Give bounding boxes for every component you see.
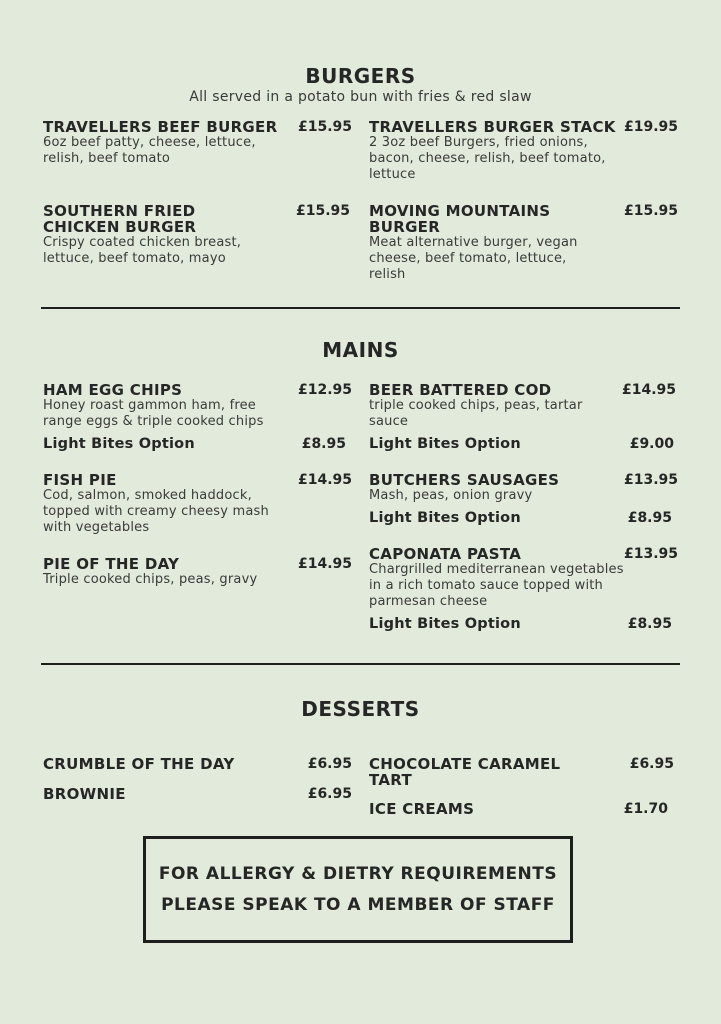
item-name: TRAVELLERS BEEF BURGER [43, 118, 278, 136]
item-price: £12.95 [297, 382, 352, 398]
item-description: Triple cooked chips, peas, gravy [43, 572, 258, 587]
mains-heading: MAINS [322, 338, 399, 362]
item-name: BEER BATTERED COD [369, 381, 552, 399]
item-name: HAM EGG CHIPS [43, 381, 183, 399]
section-divider [41, 663, 680, 665]
item-description: Cod, salmon, smoked haddock, topped with creamy cheesy mash with vegetables [43, 488, 269, 535]
section-divider [41, 307, 680, 309]
menu-item [369, 801, 594, 817]
allergy-notice-line-2: PLEASE SPEAK TO A MEMBER OF STAFF [161, 894, 555, 915]
item-name: MOVING MOUNTAINS BURGER [369, 202, 551, 236]
menu-item [43, 556, 293, 588]
menu-item [369, 546, 624, 610]
item-price: £13.95 [623, 546, 678, 562]
item-description: triple cooked chips, peas, tartar sauce [369, 398, 583, 429]
menu-item [369, 203, 584, 283]
burgers-heading: BURGERS [305, 64, 416, 88]
menu-item [369, 472, 609, 504]
item-description: Mash, peas, onion gravy [369, 488, 533, 503]
item-price: £15.95 [297, 119, 352, 135]
allergy-notice-line-1: FOR ALLERGY & DIETRY REQUIREMENTS [158, 863, 558, 884]
item-price: £14.95 [297, 472, 352, 488]
menu-item [369, 382, 609, 430]
light-bites-label: Light Bites Option [43, 436, 195, 452]
light-bites-label: Light Bites Option [369, 616, 521, 632]
menu-item [43, 756, 293, 772]
menu-item [43, 382, 293, 430]
item-price: £6.95 [307, 756, 352, 772]
item-description: Honey roast gammon ham, free range eggs & triple cooked chips [43, 398, 264, 429]
item-price: £14.95 [621, 382, 676, 398]
item-description: Crispy coated chicken breast, lettuce, beef tomato, mayo [43, 235, 242, 266]
menu-item [369, 756, 594, 788]
allergy-notice [143, 836, 573, 943]
burgers-subtitle: All served in a potato bun with fries & red slaw [189, 89, 532, 105]
desserts-heading: DESSERTS [301, 697, 420, 721]
light-bites-label: Light Bites Option [369, 510, 521, 526]
item-price: £19.95 [623, 119, 678, 135]
item-name: PIE OF THE DAY [43, 555, 180, 573]
menu-item [43, 786, 293, 802]
item-price: £1.70 [623, 801, 668, 817]
item-name: CRUMBLE OF THE DAY [43, 755, 235, 773]
item-name: TRAVELLERS BURGER STACK [369, 118, 616, 136]
item-name: CHOCOLATE CARAMEL TART [369, 755, 561, 789]
item-price: £6.95 [307, 786, 352, 802]
light-bites-price: £9.00 [629, 436, 674, 452]
item-price: £15.95 [295, 203, 350, 219]
item-name: BUTCHERS SAUSAGES [369, 471, 560, 489]
item-description: Chargrilled mediterranean vegetables in a rich tomato sauce topped with parmesan cheese [369, 562, 624, 609]
item-name: FISH PIE [43, 471, 117, 489]
item-description: 6oz beef patty, cheese, lettuce, relish, beef tomato [43, 135, 256, 166]
light-bites-price: £8.95 [301, 436, 346, 452]
item-name: SOUTHERN FRIED CHICKEN BURGER [43, 202, 197, 236]
item-price: £14.95 [297, 556, 352, 572]
light-bites-price: £8.95 [627, 510, 672, 526]
light-bites-price: £8.95 [627, 616, 672, 632]
item-name: BROWNIE [43, 785, 126, 803]
menu-item [43, 203, 263, 267]
item-description: Meat alternative burger, vegan cheese, beef tomato, lettuce, relish [369, 235, 578, 282]
item-price: £15.95 [623, 203, 678, 219]
menu-item [369, 119, 624, 183]
item-price: £13.95 [623, 472, 678, 488]
item-name: CAPONATA PASTA [369, 545, 522, 563]
item-name: ICE CREAMS [369, 800, 475, 818]
light-bites-label: Light Bites Option [369, 436, 521, 452]
item-price: £6.95 [629, 756, 674, 772]
item-description: 2 3oz beef Burgers, fried onions, bacon, cheese, relish, beef tomato, lettuce [369, 135, 606, 182]
menu-item [43, 472, 293, 536]
menu-item [43, 119, 293, 167]
